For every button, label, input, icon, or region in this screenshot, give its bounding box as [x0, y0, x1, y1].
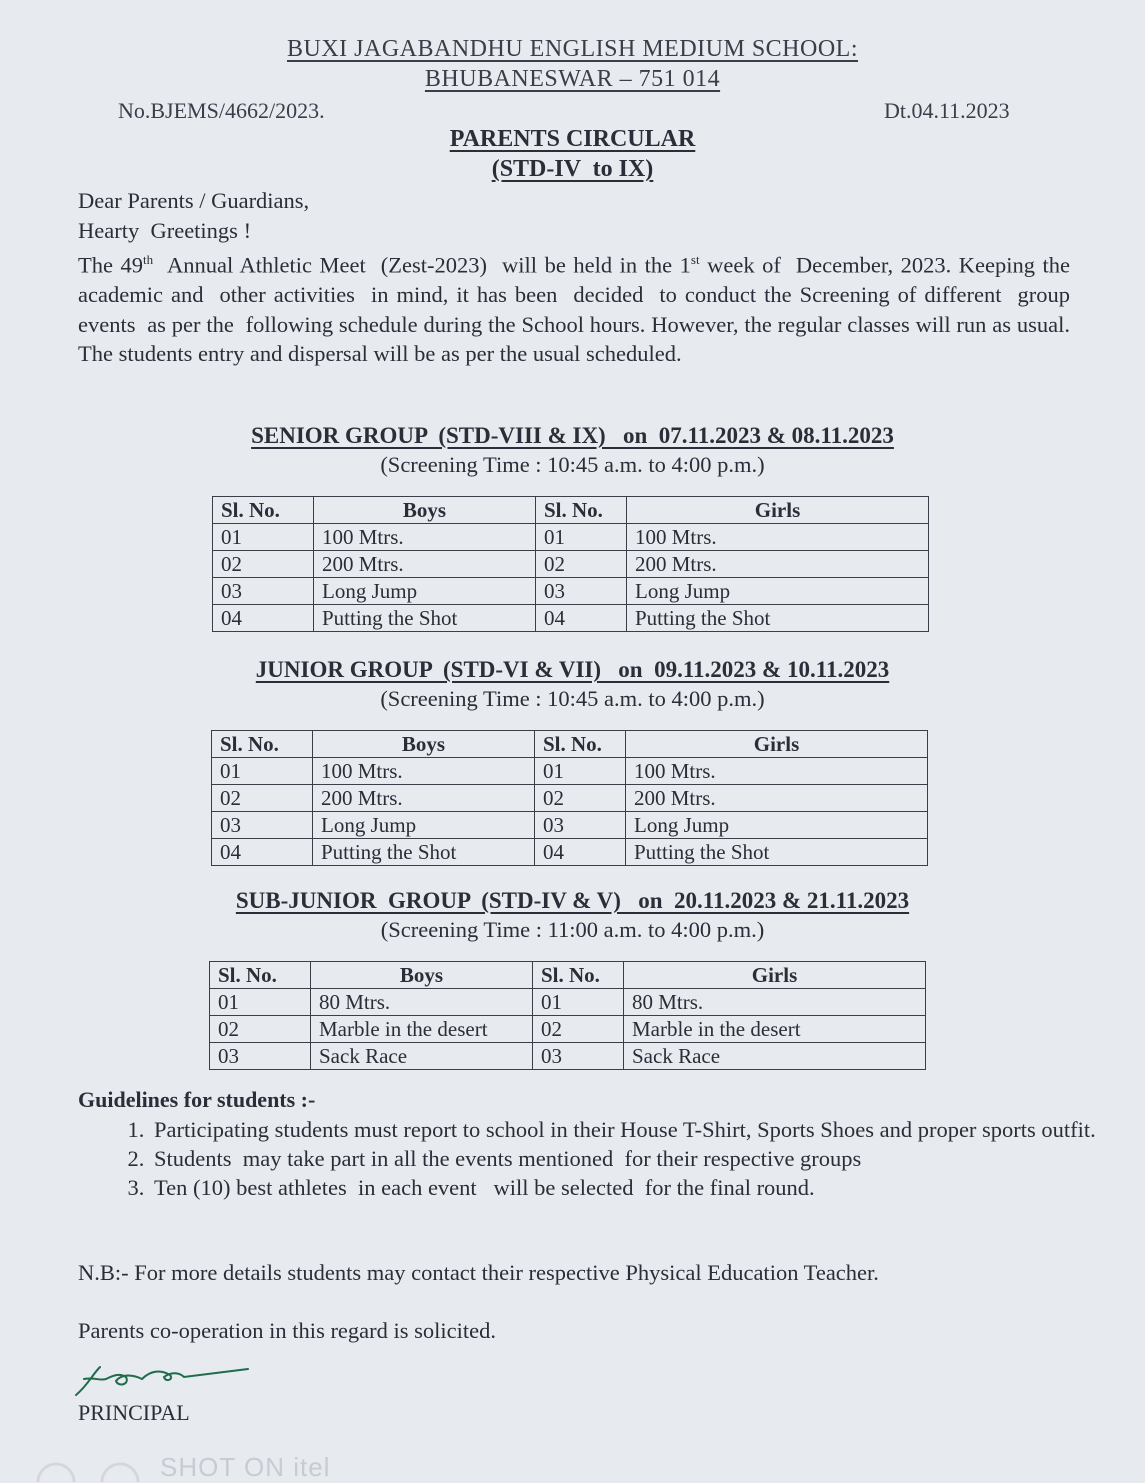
boys-header: Boys — [313, 731, 535, 758]
senior-screening-time: (Screening Time : 10:45 a.m. to 4:00 p.m.) — [380, 452, 765, 477]
boys-event: Sack Race — [311, 1043, 533, 1070]
sl-cell: 03 — [210, 1043, 311, 1070]
boys-event: 100 Mtrs. — [314, 524, 536, 551]
girls-event: 100 Mtrs. — [627, 524, 929, 551]
sub-junior-events-table — [209, 961, 926, 1070]
sl-cell: 02 — [533, 1016, 624, 1043]
boys-header: Boys — [314, 497, 536, 524]
girls-event: Putting the Shot — [626, 839, 928, 866]
sl-cell: 02 — [213, 551, 314, 578]
girls-event: Putting the Shot — [627, 605, 929, 632]
nb-note: N.B:- For more details students may contact their respective Physical Education Teacher. — [78, 1260, 879, 1285]
boys-event: Putting the Shot — [314, 605, 536, 632]
sl-cell: 03 — [533, 1043, 624, 1070]
table-row — [213, 524, 929, 551]
boys-event: Putting the Shot — [313, 839, 535, 866]
camera-watermark: SHOT ON itel — [160, 1452, 331, 1482]
junior-group-heading: JUNIOR GROUP (STD-VI & VII) on 09.11.2023 & 10.11.2023 — [255, 657, 890, 682]
sl-cell: 04 — [213, 605, 314, 632]
girls-event: 100 Mtrs. — [626, 758, 928, 785]
greeting: Hearty Greetings ! — [78, 217, 252, 243]
sl-no-header: Sl. No. — [535, 731, 626, 758]
sl-cell: 03 — [535, 812, 626, 839]
principal-label: PRINCIPAL — [78, 1400, 190, 1425]
table-row — [212, 839, 928, 866]
junior-screening-time: (Screening Time : 10:45 a.m. to 4:00 p.m.) — [380, 686, 765, 711]
sl-no-header: Sl. No. — [213, 497, 314, 524]
sl-cell: 01 — [536, 524, 627, 551]
girls-event: 80 Mtrs. — [624, 989, 926, 1016]
girls-event: Marble in the desert — [624, 1016, 926, 1043]
boys-event: Long Jump — [313, 812, 535, 839]
sl-cell: 03 — [536, 578, 627, 605]
sl-cell: 04 — [536, 605, 627, 632]
table-row — [213, 578, 929, 605]
table-row — [210, 1043, 926, 1070]
table-header-row — [210, 962, 926, 989]
camera-logo-icon — [20, 1458, 140, 1482]
table-row — [210, 1016, 926, 1043]
sl-cell: 01 — [213, 524, 314, 551]
table-header-row — [212, 731, 928, 758]
sub-junior-screening-time: (Screening Time : 11:00 a.m. to 4:00 p.m.) — [380, 917, 765, 942]
cooperation-note: Parents co-operation in this regard is solicited. — [78, 1318, 497, 1343]
intro-paragraph: The 49th Annual Athletic Meet (Zest-2023) will be held in the 1st week of December, 2023. Keeping the academic and other activities in mind, it has been decided to conduct the Screening of different group events as per the following schedule during the School hours. However, the regular classes will run as usual. The students entry and dispersal will be as per the usual scheduled. — [78, 252, 1076, 366]
sl-no-header: Sl. No. — [210, 962, 311, 989]
table-row — [210, 989, 926, 1016]
boys-event: 200 Mtrs. — [313, 785, 535, 812]
girls-event: Sack Race — [624, 1043, 926, 1070]
girls-header: Girls — [624, 962, 926, 989]
sl-cell: 04 — [535, 839, 626, 866]
guideline-item: 1. Participating students must report to school in their House T-Shirt, Sports Shoes and proper sports outfit. — [150, 1115, 1100, 1144]
girls-header: Girls — [626, 731, 928, 758]
circular-date: Dt.04.11.2023 — [884, 98, 1010, 123]
sl-no-header: Sl. No. — [212, 731, 313, 758]
boys-event: 100 Mtrs. — [313, 758, 535, 785]
sl-cell: 02 — [535, 785, 626, 812]
circular-title: PARENTS CIRCULAR — [449, 126, 696, 152]
sub-junior-group-heading: SUB-JUNIOR GROUP (STD-IV & V) on 20.11.2023 & 21.11.2023 — [235, 888, 910, 913]
junior-events-table — [211, 730, 928, 866]
boys-event: 80 Mtrs. — [311, 989, 533, 1016]
table-row — [213, 551, 929, 578]
sl-cell: 01 — [533, 989, 624, 1016]
girls-event: 200 Mtrs. — [627, 551, 929, 578]
boys-header: Boys — [311, 962, 533, 989]
sl-cell: 04 — [212, 839, 313, 866]
girls-event: 200 Mtrs. — [626, 785, 928, 812]
table-header-row — [213, 497, 929, 524]
girls-header: Girls — [627, 497, 929, 524]
girls-event: Long Jump — [626, 812, 928, 839]
circular-subtitle: (STD-IV to IX) — [491, 156, 654, 182]
table-row — [212, 812, 928, 839]
senior-group-heading: SENIOR GROUP (STD-VIII & IX) on 07.11.2023 & 08.11.2023 — [251, 423, 894, 448]
principal-signature — [70, 1355, 260, 1403]
table-row — [213, 605, 929, 632]
sl-cell: 02 — [536, 551, 627, 578]
school-name: BUXI JAGABANDHU ENGLISH MEDIUM SCHOOL: — [287, 36, 858, 62]
salutation: Dear Parents / Guardians, — [78, 188, 310, 213]
sl-no-header: Sl. No. — [533, 962, 624, 989]
sl-cell: 02 — [210, 1016, 311, 1043]
guideline-item: 3. Ten (10) best athletes in each event will be selected for the final round. — [150, 1173, 1100, 1202]
school-city: BHUBANESWAR – 751 014 — [424, 66, 721, 92]
sl-cell: 01 — [212, 758, 313, 785]
girls-event: Long Jump — [627, 578, 929, 605]
table-row — [212, 758, 928, 785]
sl-cell: 01 — [210, 989, 311, 1016]
senior-events-table — [212, 496, 929, 632]
table-row — [212, 785, 928, 812]
boys-event: Marble in the desert — [311, 1016, 533, 1043]
sl-cell: 02 — [212, 785, 313, 812]
guidelines-heading: Guidelines for students :- — [78, 1087, 316, 1112]
intro-text — [78, 186, 1076, 369]
boys-event: Long Jump — [314, 578, 536, 605]
sl-cell: 03 — [212, 812, 313, 839]
boys-event: 200 Mtrs. — [314, 551, 536, 578]
guidelines-list — [110, 1115, 1100, 1202]
guideline-item: 2. Students may take part in all the events mentioned for their respective groups — [150, 1144, 1100, 1173]
reference-number: No.BJEMS/4662/2023. — [118, 98, 325, 123]
sl-cell: 03 — [213, 578, 314, 605]
sl-no-header: Sl. No. — [536, 497, 627, 524]
sl-cell: 01 — [535, 758, 626, 785]
